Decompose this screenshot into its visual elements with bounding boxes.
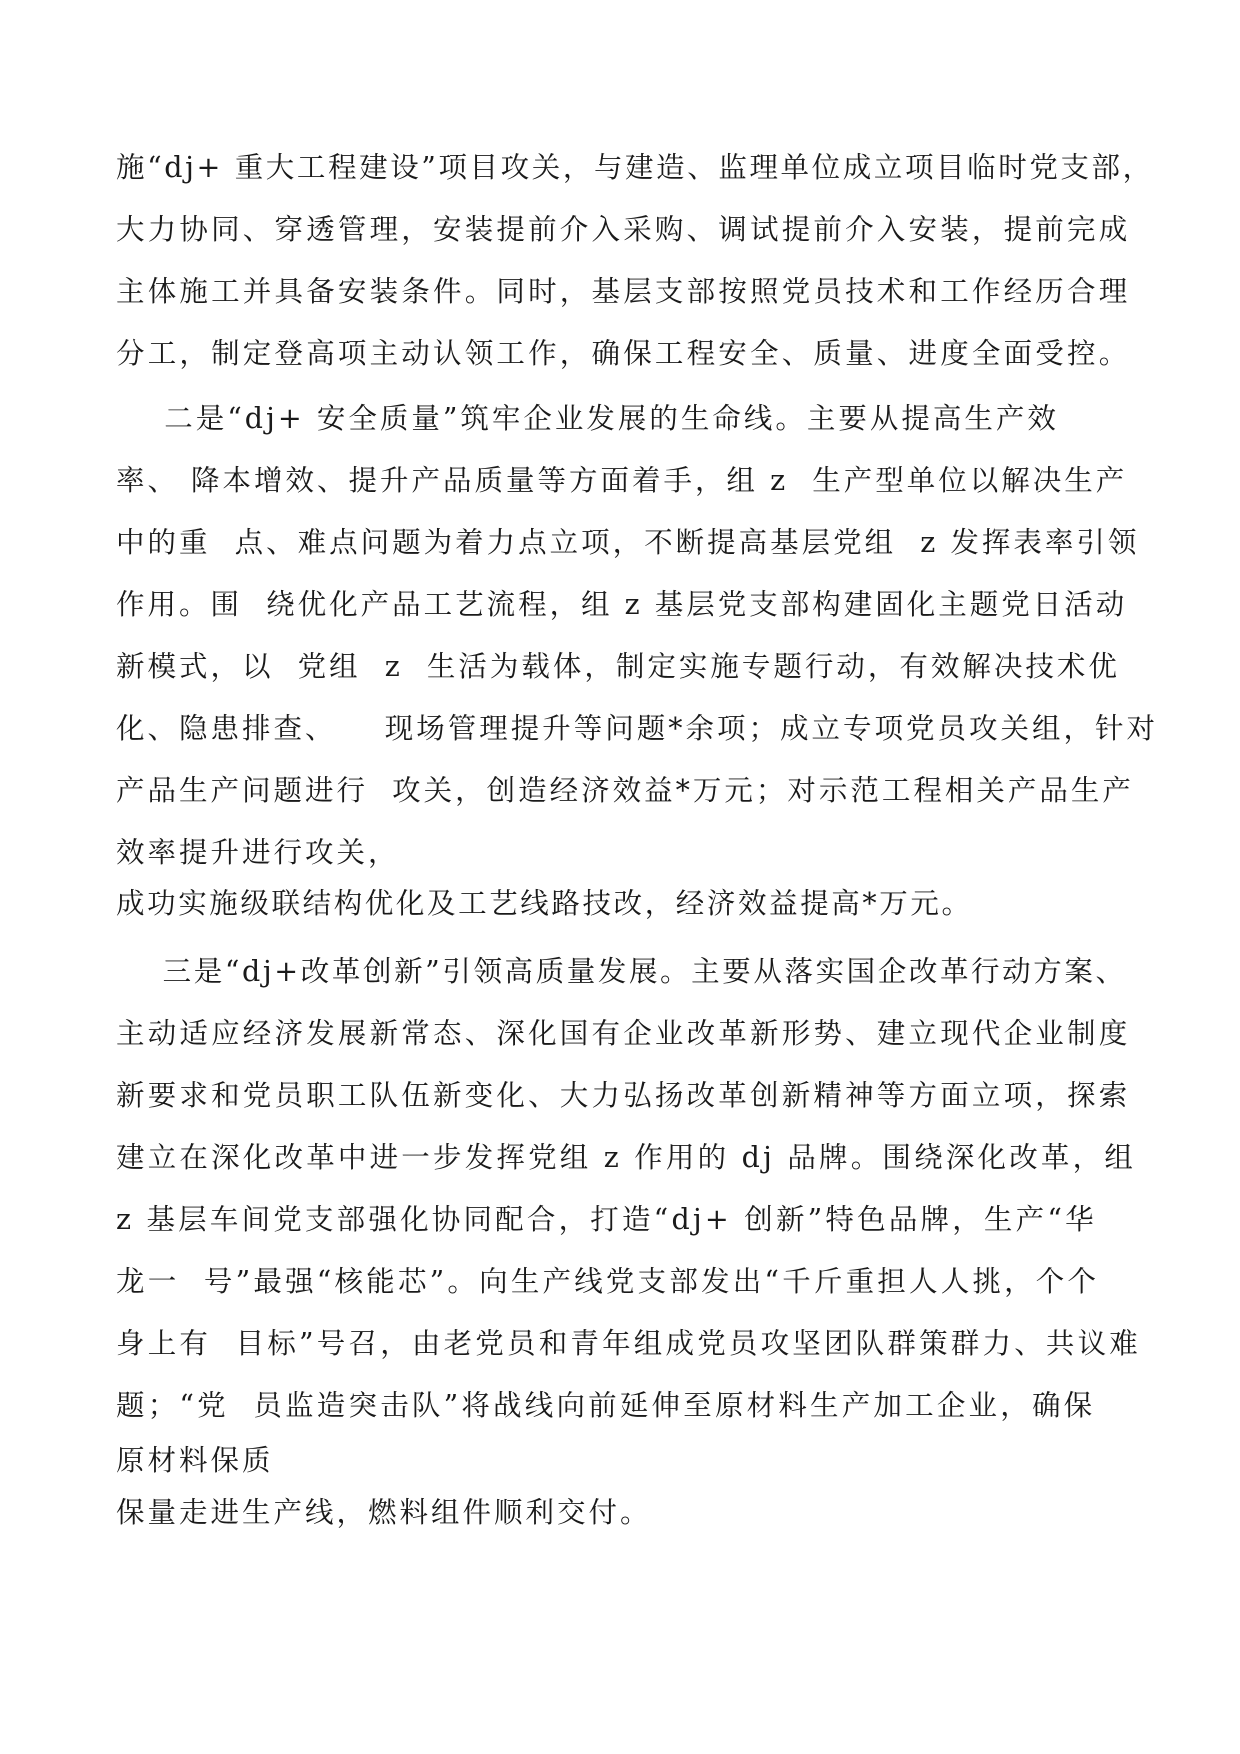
- text-line: 率、 降本增效、提升产品质量等方面着手，组 z 生产型单位以解决生产: [116, 464, 1128, 497]
- text-line: 原材料保质: [116, 1444, 274, 1477]
- text-line: 三是“dj+改革创新”引领高质量发展。主要从落实国企改革行动方案、: [116, 955, 1127, 988]
- text-line: 化、隐患排查、 现场管理提升等问题*余项；成立专项党员攻关组，针对: [116, 712, 1158, 745]
- text-line: 新要求和党员职工队伍新变化、大力弘扬改革创新精神等方面立项，探索: [116, 1079, 1131, 1112]
- text-line: z 基层车间党支部强化协同配合，打造“dj+ 创新”特色品牌，生产“华: [116, 1203, 1097, 1236]
- text-line: 作用。围 绕优化产品工艺流程，组 z 基层党支部构建固化主题党日活动: [116, 588, 1128, 621]
- text-line: 主动适应经济发展新常态、深化国有企业改革新形势、建立现代企业制度: [116, 1017, 1131, 1050]
- text-line: 二是“dj+ 安全质量”筑牢企业发展的生命线。主要从提高生产效: [116, 402, 1059, 435]
- text-line: 题；“党 员监造突击队”将战线向前延伸至原材料生产加工企业，确保: [116, 1389, 1096, 1422]
- text-line: 成功实施级联结构优化及工艺线路技改，经济效益提高*万元。: [116, 887, 973, 920]
- text-line: 中的重 点、难点问题为着力点立项，不断提高基层党组 z 发挥表率引领: [116, 526, 1140, 559]
- text-line: 身上有 目标”号召，由老党员和青年组成党员攻坚团队群策群力、共议难: [116, 1327, 1141, 1360]
- text-line: 施“dj+ 重大工程建设”项目攻关，与建造、监理单位成立项目临时党支部，: [116, 151, 1154, 184]
- text-line: 效率提升进行攻关，: [116, 836, 400, 869]
- text-line: 大力协同、穿透管理，安装提前介入采购、调试提前介入安装，提前完成: [116, 213, 1131, 246]
- text-line: 保量走进生产线，燃料组件顺利交付。: [116, 1496, 652, 1529]
- text-line: 分工，制定登高项主动认领工作，确保工程安全、质量、进度全面受控。: [116, 337, 1131, 370]
- text-line: 产品生产问题进行 攻关，创造经济效益*万元；对示范工程相关产品生产: [116, 774, 1134, 807]
- text-line: 建立在深化改革中进一步发挥党组 z 作用的 dj 品牌。围绕深化改革，组: [116, 1141, 1137, 1174]
- text-line: 龙一 号”最强“核能芯”。向生产线党支部发出“千斤重担人人挑，个个: [116, 1265, 1100, 1298]
- text-line: 主体施工并具备安装条件。同时，基层支部按照党员技术和工作经历合理: [116, 275, 1131, 308]
- text-line: 新模式，以 党组 z 生活为载体，制定实施专题行动，有效解决技术优: [116, 650, 1120, 683]
